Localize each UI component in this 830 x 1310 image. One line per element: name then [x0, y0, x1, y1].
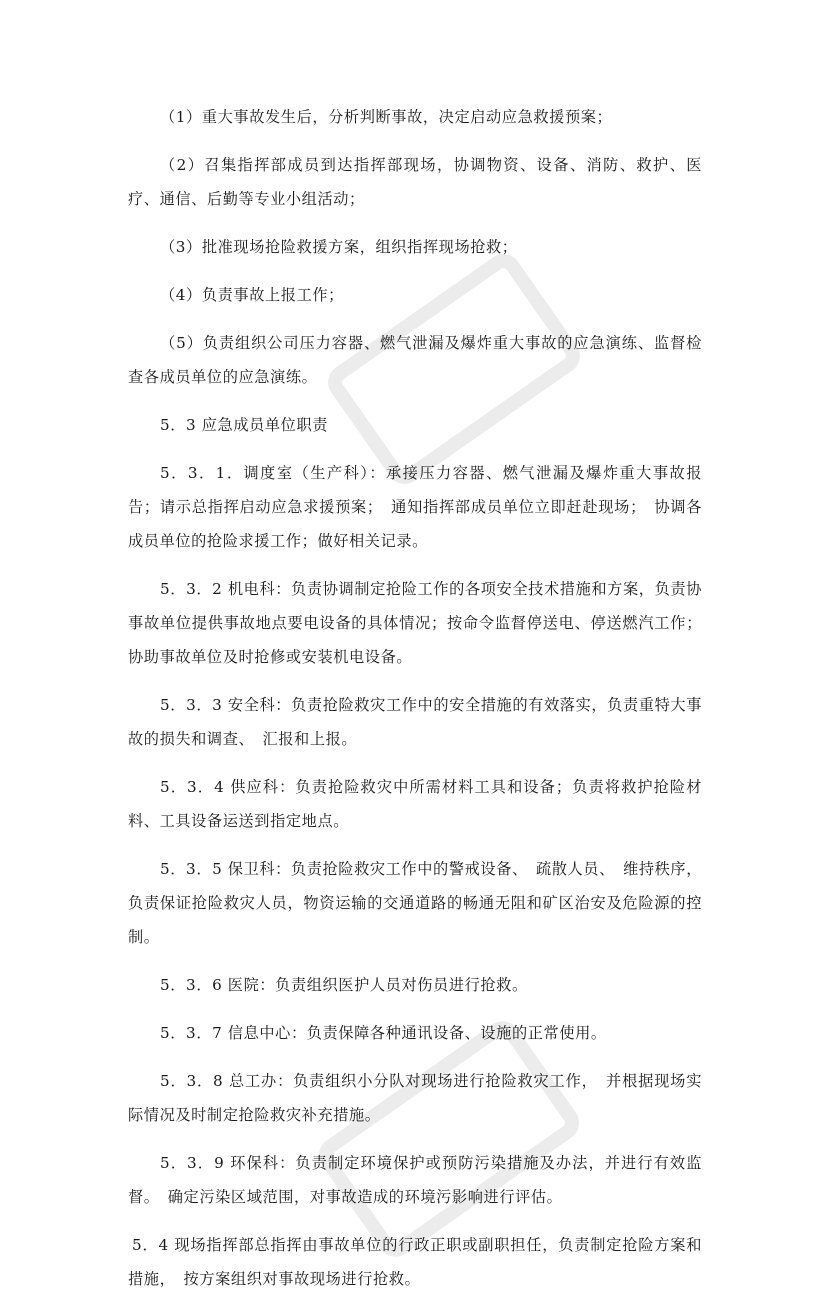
- paragraph-5-3-2: 5．3．2 机电科：负责协调制定抢险工作的各项安全技术措施和方案，负责协事故单位提供事故地点要电设备的具体情况；按命令监督停送电、停送燃汽工作；协助事故单位及时抢修或安装机电设备。: [128, 580, 702, 666]
- paragraph-item-2: （2）召集指挥部成员到达指挥部现场，协调物资、设备、消防、救护、医疗、通信、后勤等专业小组活动；: [128, 156, 702, 208]
- paragraph-5-3-9: 5．3．9 环保科：负责制定环境保护或预防污染措施及办法，并进行有效监督。 确定污染区域范围，对事故造成的环境污影响进行评估。: [128, 1154, 702, 1206]
- paragraph-5-3-6: 5．3．6 医院：负责组织医护人员对伤员进行抢救。: [160, 976, 528, 994]
- document-page: [128, 100, 702, 1310]
- section-heading-5-3: 5．3 应急成员单位职责: [160, 416, 329, 434]
- paragraph-5-3-8: 5．3．8 总工办：负责组织小分队对现场进行抢险救灾工作， 并根据现场实际情况及时制定抢险救灾补充措施。: [128, 1072, 702, 1124]
- paragraph-item-4: （4）负责事故上报工作；: [160, 286, 344, 304]
- paragraph-5-3-4: 5．3．4 供应科：负责抢险救灾中所需材料工具和设备；负责将救护抢险材料、工具设备运送到指定地点。: [128, 778, 702, 830]
- paragraph-5-3-7: 5．3．7 信息中心：负责保障各种通讯设备、设施的正常使用。: [160, 1024, 607, 1042]
- paragraph-5-4: 5．4 现场指挥部总指挥由事故单位的行政正职或副职担任，负责制定抢险方案和措施， 按方案组织对事故现场进行抢救。: [128, 1236, 702, 1288]
- paragraph-5-3-5: 5．3．5 保卫科：负责抢险救灾工作中的警戒设备、 疏散人员、 维持秩序，负责保证抢险救灾人员，物资运输的交通道路的畅通无阻和矿区治安及危险源的控制。: [128, 860, 703, 946]
- paragraph-5-3-3: 5．3．3 安全科：负责抢险救灾工作中的安全措施的有效落实，负责重特大事故的损失和调查、 汇报和上报。: [128, 696, 702, 748]
- paragraph-item-5: （5）负责组织公司压力容器、燃气泄漏及爆炸重大事故的应急演练、监督检查各成员单位的应急演练。: [128, 334, 702, 386]
- paragraph-item-3: （3）批准现场抢险救援方案，组织指挥现场抢救；: [160, 238, 518, 256]
- paragraph-item-1: （1）重大事故发生后，分析判断事故，决定启动应急救援预案；: [160, 108, 613, 126]
- paragraph-5-3-1: 5．3．1．调度室（生产科）：承接压力容器、燃气泄漏及爆炸重大事故报告；请示总指挥启动应急求援预案； 通知指挥部成员单位立即赶赴现场； 协调各成员单位的抢险求援工作；做好相关记录。: [128, 464, 702, 550]
